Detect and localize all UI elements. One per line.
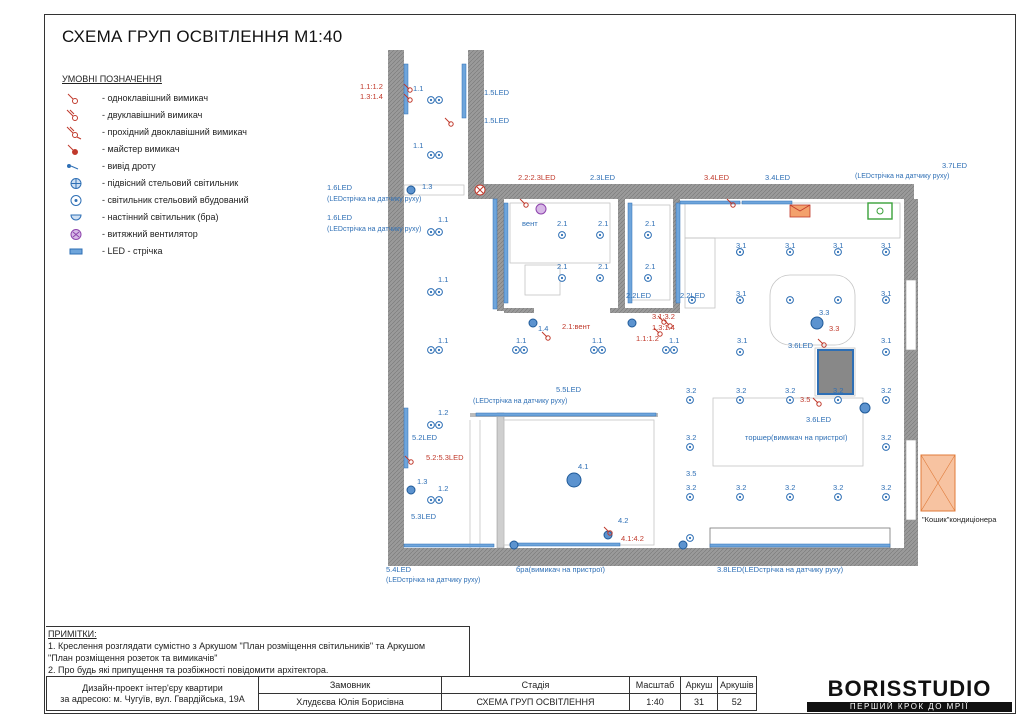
fixture-label: 1.1 [516,336,527,345]
recessed-light-center [438,349,440,351]
recessed-light-center [601,349,603,351]
recessed-light-center [523,349,525,351]
legend-label: - майстер вимикач [102,144,180,154]
sheet-label: Аркуш [681,677,718,694]
led-label: 3.8LED(LEDстрічка на датчику руху) [717,565,844,574]
fixture-label: 4.2 [618,516,629,525]
fixture-label: 4.1 [578,462,589,471]
fixture-label: 1.3 [422,182,433,191]
recessed-light-center [647,277,649,279]
fixture-label: 2.1 [598,219,609,228]
recessed-light-center [430,424,432,426]
switch-circle [409,460,413,464]
fixture-label: 1.1 [438,336,449,345]
recessed-light-center [689,399,691,401]
recessed-light-center [837,399,839,401]
sheet-value: 31 [681,694,718,711]
switch-circle [408,88,412,92]
led-sensor-label: (LEDстрічка на датчику руху) [327,196,422,203]
logo-name: BORISSTUDIO [827,676,992,701]
recessed-light-center [789,299,791,301]
client-label: Замовник [259,677,442,694]
pendant-light-icon [567,473,581,487]
legend-label: - настінний світильник (бра) [102,212,219,222]
recessed-light-center [789,251,791,253]
fixture-label: 1.1 [669,336,680,345]
switch-label: 1.3:1.4 [360,92,383,101]
switch-label: 1.1:1.2 [636,334,659,343]
boiler-outline [868,203,892,219]
recessed-light-center [885,351,887,353]
fixture-label: 3.2 [785,386,796,395]
fixture-label: 1.1 [438,215,449,224]
recessed-light-center [593,349,595,351]
fixture-label: 3.2 [833,386,844,395]
switch-circle [408,98,412,102]
legend-label: - світильник стельовий вбудований [102,195,249,205]
fixture-label: 2.1 [598,262,609,271]
title-block [46,676,757,711]
stage-label: Стадія [442,677,630,694]
fixture-label: 3.2 [833,483,844,492]
switch-circle [817,402,821,406]
switch-label: 3.4LED [704,173,730,182]
switch-circle [449,122,453,126]
recessed-light-center [789,496,791,498]
recessed-light-center [430,349,432,351]
pendant-light-icon [407,186,415,194]
recessed-light-center [430,231,432,233]
recessed-light-center [739,299,741,301]
led-label: 3.6LED [788,341,814,350]
legend-label: - вивід дроту [102,161,156,171]
fixture-label: 1.1 [438,275,449,284]
led-label: 1.5LED [484,116,510,125]
note-line: "План розміщення розеток та вимикачів" [48,653,218,663]
recessed-light-center [438,291,440,293]
recessed-light-center [885,496,887,498]
led-label: 2.2LED [626,291,652,300]
recessed-light-center [837,299,839,301]
logo-tagline: ПЕРШИЙ КРОК ДО МРІЇ [807,702,1012,712]
led-label: 3.7LED [942,161,968,170]
recessed-light-center [837,251,839,253]
recessed-light-center [885,399,887,401]
recessed-light-center [739,251,741,253]
legend-label: - підвісний стельовий світильник [102,178,239,188]
stage-value: СХЕМА ГРУП ОСВІТЛЕННЯ [442,694,630,711]
led-label: 5.4LED [386,565,412,574]
fixture-label: 3.2 [686,386,697,395]
fixture-label: 3.1 [833,241,844,250]
fixture-label: 2.1 [557,219,568,228]
recessed-light-center [689,446,691,448]
fixture-label: 2.1 [645,262,656,271]
led-label: 2.2LED [680,291,706,300]
fixture-label: 3.2 [785,483,796,492]
living-room-labels [686,241,891,492]
recessed-light-center [438,424,440,426]
pendant-light-icon [529,319,537,327]
switch-circle [524,203,528,207]
switch-label: 1.1:1.2 [360,82,383,91]
fixture-label: 1.4 [538,324,549,333]
recessed-light-center [438,231,440,233]
studio-logo [807,678,1012,712]
fixture-label: 2.1 [557,262,568,271]
project-line: за адресою: м. Чугуїв, вул. Гвардійська, 19А [60,693,245,704]
client-value: Хлудєєва Юлія Борисівна [259,694,442,711]
pendant-light-icon [628,319,636,327]
recessed-light-center [438,99,440,101]
recessed-light-center [885,299,887,301]
recessed-light-center [430,499,432,501]
led-label: 2.3LED [590,173,616,182]
led-label: 1.6LED [327,213,353,222]
fixture-label: 3.5 [686,469,697,478]
fixture-label: 3.2 [881,386,892,395]
switch-label: 3.3 [829,324,840,333]
recessed-light-center [599,234,601,236]
fixture-label: 3.1 [737,336,748,345]
pendant-light-icon [811,317,823,329]
led-sensor-label: (LEDстрічка на датчику руху) [327,226,422,233]
sheets-value: 52 [718,694,757,711]
switch-label: 3.5 [800,395,811,404]
led-sensor-label: (LEDстрічка на датчику руху) [855,173,950,180]
recessed-light-center [885,251,887,253]
project-line: Дизайн-проект інтер'єру квартири [82,682,223,693]
recessed-light-center [673,349,675,351]
fixture-label: 3.1 [785,241,796,250]
led-sensor-label: (LEDстрічка на датчику руху) [386,577,481,584]
recessed-light-center [689,537,691,539]
fixture-label: 1.1 [413,141,424,150]
switch-circle [546,336,550,340]
switch-label: 2.2:2.3LED [518,173,556,182]
boiler-icon [877,208,883,214]
switch-label: 1.3:1.4 [652,323,675,332]
recessed-light-center [438,499,440,501]
sconce-label: бра(вимикач на пристрої) [516,565,606,574]
fixture-label: 3.1 [736,289,747,298]
fixture-label: 3.1 [881,289,892,298]
fixture-label: 2.1 [645,219,656,228]
recessed-light-center [515,349,517,351]
recessed-light-center [665,349,667,351]
recessed-light-center [739,351,741,353]
led-label: 3.4LED [765,173,791,182]
exhaust-fan-icon [536,204,546,214]
recessed-light-center [647,234,649,236]
fixture-label: 3.2 [881,483,892,492]
fixture-label: 3.1 [881,241,892,250]
drawing-title: СХЕМА ГРУП ОСВІТЛЕННЯ М1:40 [62,27,343,46]
led-label: 5.5LED [556,385,582,394]
project-address [47,677,259,711]
recessed-light-center [561,277,563,279]
fixture-label: 3.2 [736,386,747,395]
scale-label: Масштаб [630,677,681,694]
fixture-label: 3.2 [736,483,747,492]
fixture-label: 1.2 [438,484,449,493]
recessed-light-center [430,291,432,293]
recessed-light-center [430,154,432,156]
fixture-label: 1.1 [413,84,424,93]
recessed-light-center [599,277,601,279]
recessed-light-center [885,446,887,448]
notes [48,628,468,676]
legend-label: - прохідний двоклавішний вимикач [102,127,247,137]
note-line: 2. Про будь які припущення та розбіжності повідомити архітектора. [48,665,329,675]
pendant-light-icon [679,541,687,549]
led-sensor-label: (LEDстрічка на датчику руху) [473,398,568,405]
switch-label: 5.2:5.3LED [426,453,464,462]
led-label: 5.2LED [412,433,438,442]
switch-label: 2.1:вент [562,322,591,331]
fixture-label: 3.2 [881,433,892,442]
led-label: 1.6LED [327,183,353,192]
legend-heading: УМОВНІ ПОЗНАЧЕННЯ [62,74,162,84]
fixture-label: 3.2 [686,433,697,442]
fixture-label: 1.3 [417,477,428,486]
switch-label: 4.1:4.2 [621,534,644,543]
pendant-light-icon [860,403,870,413]
floor-lamp-label: торшер(вимикач на пристрої) [745,433,848,442]
pendant-light-icon [407,486,415,494]
note-line: 1. Креслення розглядати сумістно з Аркушом "План розміщення світильників" та Аркушом [48,641,426,651]
led-label: 5.3LED [411,512,437,521]
legend-label: - витяжний вентилятор [102,229,198,239]
legend-label: - одноклавішний вимикач [102,93,209,103]
fixture-label: 3.1 [736,241,747,250]
ac-basket-label: "Кошик"кондиціонера [922,515,997,524]
switch-label: 3.1:3.2 [652,312,675,321]
led-label: 3.6LED [806,415,832,424]
fixture-label: 1.2 [438,408,449,417]
legend-label: - двуклавішний вимикач [102,110,203,120]
notes-heading: ПРИМІТКИ: [48,629,97,639]
recessed-light-center [430,99,432,101]
pendant-light-icon [510,541,518,549]
recessed-light-center [739,496,741,498]
led-label: 1.5LED [484,88,510,97]
recessed-light-center [837,496,839,498]
recessed-light-center [739,399,741,401]
sheets-label: Аркушів [718,677,757,694]
fixture-label: 3.3 [819,308,830,317]
recessed-light-center [438,154,440,156]
fixture-label: 3.1 [881,336,892,345]
recessed-light-center [561,234,563,236]
recessed-light-center [689,496,691,498]
fixture-label: 1.1 [592,336,603,345]
scale-value: 1:40 [630,694,681,711]
vent-label: вент [522,219,538,228]
legend-label: - LED - стрічка [102,246,163,256]
fixture-label: 3.2 [686,483,697,492]
recessed-light-center [789,399,791,401]
